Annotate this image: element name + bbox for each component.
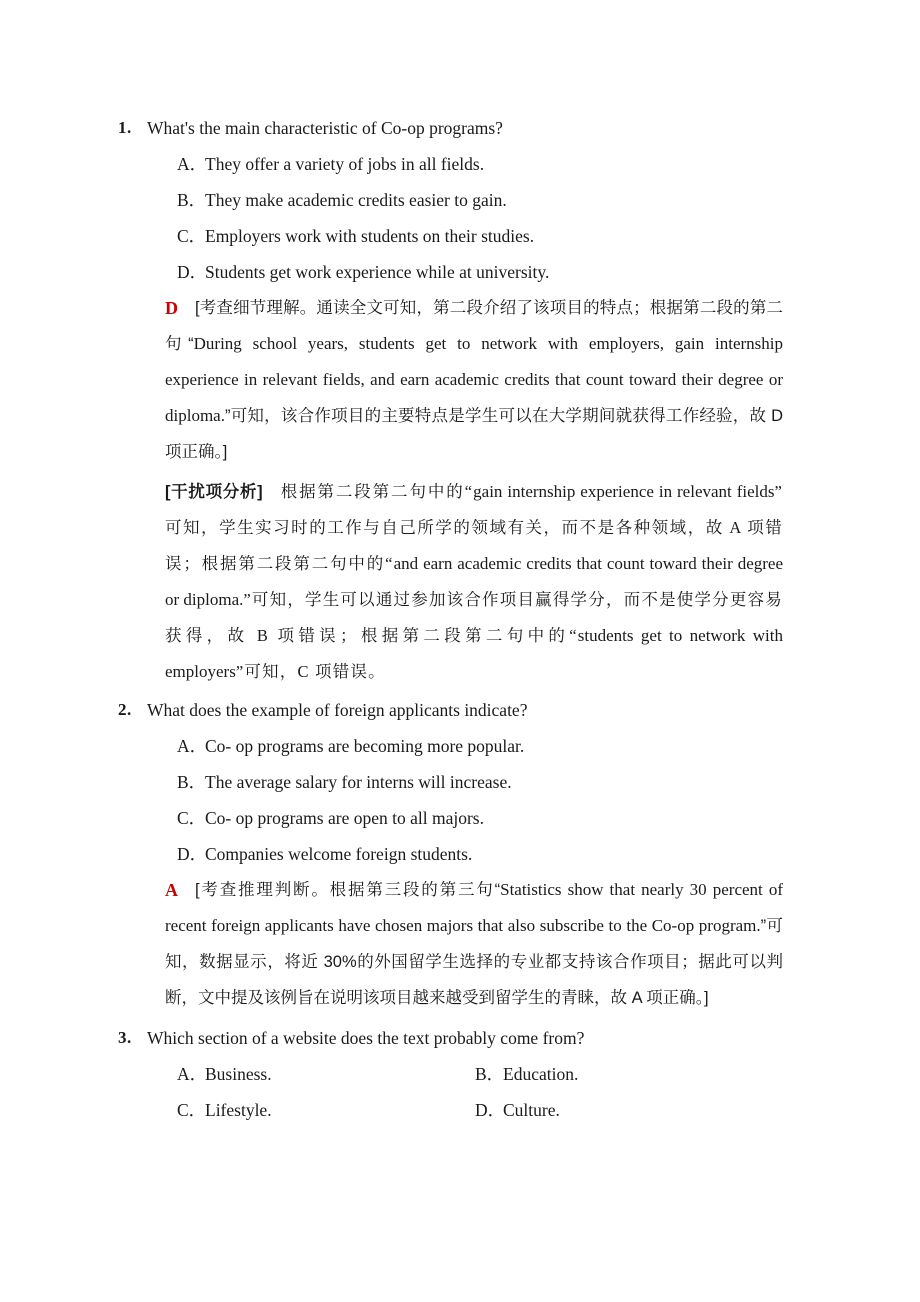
option-text: They offer a variety of jobs in all fields. [205, 154, 485, 174]
distractor-seg3-cn: ”可知，学生可以通过参加该合作项目赢得学分，而不是使学分更容易获得，故 B 项错误；根据第二段第二句中的“ [165, 590, 783, 645]
question-1-stem: What's the main characteristic of Co-op programs? [147, 118, 503, 138]
option-text: Co‐ op programs are becoming more popular. [205, 736, 525, 756]
distractor-seg1-cn-text: 根据第二段第二句中的“ [280, 482, 474, 501]
distractor-seg2-cn: ”可知，学生实习时的工作与自己所学的领域有关，而不是各种领域，故 A 项错误；根据第二段第二句中的“ [165, 482, 784, 573]
option-letter: B． [177, 190, 207, 210]
option-letter-d: D． [475, 1100, 506, 1120]
question-2-explanation [0, 872, 920, 1016]
distractor-seg2-en: and earn academic credits that count toward their degree or diploma. [165, 554, 783, 609]
option-text: Companies welcome foreign students. [205, 844, 473, 864]
question-1-number: 1. [118, 118, 132, 137]
option-letter: C． [177, 808, 207, 828]
question-2-answer-key: A [165, 880, 178, 900]
distractor-seg1-en: gain internship experience in relevant fields [473, 482, 775, 501]
option-text-c[interactable]: Lifestyle. [205, 1100, 272, 1120]
option-text: Employers work with students on their studies. [205, 226, 535, 246]
question-1-explanation [0, 290, 920, 470]
question-block-2 [0, 690, 920, 1016]
question-block-3 [0, 1016, 920, 1128]
explanation-cn-part2: ”可知，该合作项目的主要特点是学生可以在大学期间就获得工作经验，故 D 项正确。] [165, 407, 783, 461]
question-1-option-c[interactable] [0, 218, 920, 254]
option-letter: D． [177, 844, 208, 864]
question-3-option-row-2 [0, 1092, 920, 1128]
question-3-stem: Which section of a website does the text probably come from? [147, 1028, 585, 1048]
option-letter: A． [177, 154, 208, 174]
option-letter: A． [177, 736, 208, 756]
question-1-option-d[interactable] [0, 254, 920, 290]
distractor-seg3-en: students get to network with employers [165, 626, 783, 681]
option-letter-b: B． [475, 1064, 505, 1084]
question-3-stem-line [0, 1020, 920, 1056]
distractor-seg1-cn [263, 482, 281, 501]
question-3-option-row-1 [0, 1056, 920, 1092]
question-1-distractor-analysis [0, 474, 920, 690]
option-letter: C． [177, 226, 207, 246]
option-text: They make academic credits easier to gain. [205, 190, 507, 210]
option-text: Co‐ op programs are open to all majors. [205, 808, 484, 828]
explanation-quote-en: Statistics show that nearly 30 percent of recent foreign applicants have chosen majors that also subscribe to the Co-op program. [165, 880, 783, 935]
explanation-cn-part2: ”可知，数据显示，将近 30%的外国留学生选择的专业都支持该合作项目；据此可以判断，文中提及该例旨在说明该项目越来越受到留学生的青睐，故 A 项正确。] [165, 917, 783, 1007]
explanation-cn-part1: [考查推理判断。根据第三段的第三句“ [195, 881, 501, 899]
explanation-quote-en: During school years, students get to network with employers, gain internship experience in relevant fields, and earn academic credits that count toward their degree or diploma. [165, 334, 783, 425]
question-1-option-b[interactable] [0, 182, 920, 218]
option-letter: B． [177, 772, 207, 792]
question-1-answer-key: D [165, 298, 178, 318]
question-2-option-d[interactable] [0, 836, 920, 872]
option-letter: D． [177, 262, 208, 282]
question-3-number: 3. [118, 1028, 132, 1047]
distractor-analysis-label: [干扰项分析] [165, 483, 263, 501]
option-text-b[interactable]: Education. [503, 1064, 579, 1084]
question-2-option-c[interactable] [0, 800, 920, 836]
option-letter-a: A． [177, 1064, 208, 1084]
option-text: The average salary for interns will increase. [205, 772, 512, 792]
option-text: Students get work experience while at university. [205, 262, 550, 282]
question-2-option-a[interactable] [0, 728, 920, 764]
explanation-cn-part1: [考查细节理解。通读全文可知，第二段介绍了该项目的特点；根据第二段的第二句“ [165, 299, 783, 353]
question-2-option-b[interactable] [0, 764, 920, 800]
question-2-stem: What does the example of foreign applicants indicate? [147, 700, 528, 720]
option-text-a[interactable]: Business. [205, 1064, 272, 1084]
question-2-number: 2. [118, 700, 132, 719]
option-letter-c: C． [177, 1100, 207, 1120]
question-1-stem-line [0, 110, 920, 146]
distractor-seg4-cn: ”可知，C 项错误。 [235, 662, 386, 681]
question-2-stem-line [0, 692, 920, 728]
question-1-option-a[interactable] [0, 146, 920, 182]
option-text-d[interactable]: Culture. [503, 1100, 560, 1120]
